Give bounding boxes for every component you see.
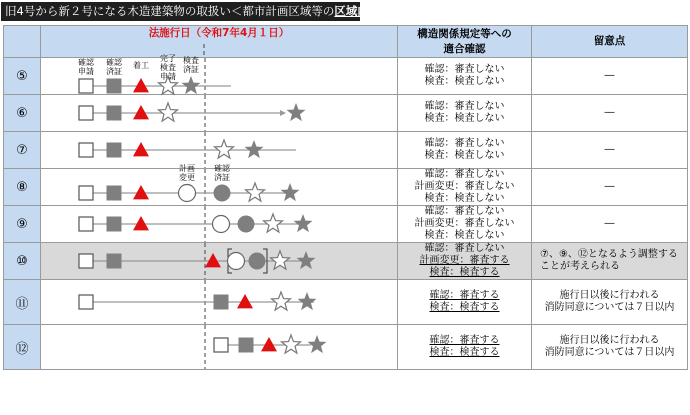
certificate-square-icon — [107, 79, 121, 93]
row-flow — [41, 206, 398, 243]
inspection-request-star-icon — [272, 292, 291, 310]
row-confirm — [398, 206, 532, 243]
header-confirm-text: 構造関係規定等への 適合確認 — [417, 27, 512, 55]
table-row — [4, 280, 688, 325]
inspection-request-star-icon — [159, 103, 178, 121]
confirm-line: 検査：検査する — [429, 267, 500, 278]
row-number: ⑥ — [4, 95, 41, 132]
flow-label — [78, 57, 95, 76]
row-note: 施行日以後に行われる 消防同意については７日以内 — [532, 325, 688, 370]
row-number: ⑨ — [4, 206, 41, 243]
flow-label-line: 完了 — [160, 54, 176, 63]
construction-triangle-icon — [133, 216, 149, 230]
construction-triangle-icon — [237, 294, 253, 308]
row-flow — [41, 164, 398, 206]
inspection-certificate-star-icon — [297, 251, 316, 269]
row-confirm — [398, 169, 532, 206]
row-note: 施行日以後に行われる 消防同意については７日以内 — [532, 280, 688, 325]
inspection-certificate-star-icon — [287, 103, 306, 121]
row-confirm — [398, 132, 532, 169]
row-note: ⑦、⑨、⑫となるよう調整することが考えられる — [532, 243, 688, 280]
confirm-line: 検査：検査しない — [424, 76, 505, 87]
title-prefix: 旧4号から新２号になる木造建築物の取扱い＜都市計画区域等の — [5, 4, 335, 18]
flow-label-line: 確認 — [106, 58, 122, 67]
plan-change-circle-icon — [179, 185, 196, 202]
table-row — [4, 206, 688, 243]
certificate-square-icon — [107, 217, 121, 231]
application-square-icon — [79, 295, 93, 309]
confirm-line: 検査：検査しない — [424, 113, 505, 124]
row-flow — [41, 54, 398, 95]
inspection-request-star-icon — [282, 335, 301, 353]
inspection-certificate-star-icon — [298, 292, 317, 310]
confirm-line: 確認：審査しない — [424, 138, 505, 149]
row-number: ⑩ — [4, 243, 41, 280]
table-row — [4, 58, 688, 95]
application-square-icon — [79, 254, 93, 268]
application-square-icon — [79, 106, 93, 120]
row-note: ― — [532, 58, 688, 95]
row-flow — [41, 325, 398, 370]
confirm-line: 検査：検査しない — [424, 230, 505, 241]
flow-label — [183, 55, 199, 74]
plan-certificate-circle-icon — [214, 185, 231, 202]
confirm-line: 計画変更：審査しない — [414, 181, 515, 192]
construction-triangle-icon — [261, 337, 277, 351]
confirm-line: 検査：検査しない — [424, 150, 505, 161]
header-law-date: 法施行日（令和7年4月１日） — [41, 26, 398, 58]
confirm-line: 確認：審査しない — [424, 101, 505, 112]
confirm-line: 検査：検査する — [429, 347, 500, 358]
flow-diagram — [41, 243, 398, 279]
flow-label — [160, 53, 176, 81]
procedure-table — [3, 25, 688, 370]
arrow-head — [280, 110, 286, 116]
flow-label-line: 検査 — [160, 63, 176, 72]
construction-triangle-icon — [133, 78, 149, 92]
flow-diagram — [41, 95, 398, 131]
flow-label-line: 済証 — [183, 65, 199, 74]
flow-label-line: 検査 — [183, 56, 199, 65]
inspection-certificate-star-icon — [294, 214, 313, 232]
table-row — [4, 95, 688, 132]
row-note: ― — [532, 132, 688, 169]
construction-triangle-icon — [133, 105, 149, 119]
header-confirm — [398, 26, 532, 58]
confirm-line: 確認：審査しない — [424, 169, 505, 180]
table-row — [4, 132, 688, 169]
confirm-line: 検査：検査する — [429, 302, 500, 313]
confirm-line: 検査：検査しない — [424, 193, 505, 204]
row-note: ― — [532, 169, 688, 206]
certificate-square-icon — [239, 338, 253, 352]
flow-diagram — [41, 132, 398, 168]
page-title — [1, 2, 381, 21]
header-num — [4, 26, 41, 58]
construction-triangle-icon — [133, 142, 149, 156]
row-number: ⑫ — [4, 325, 41, 370]
flow-label-line: 計画 — [179, 164, 195, 173]
inspection-certificate-star-icon — [245, 140, 264, 158]
flow-diagram — [41, 164, 398, 205]
flow-label — [214, 163, 231, 182]
flow-label-line: 着工 — [133, 61, 149, 70]
plan-certificate-circle-icon — [249, 253, 266, 270]
certificate-square-icon — [107, 254, 121, 268]
inspection-request-star-icon — [264, 214, 283, 232]
confirm-line: 計画変更：審査しない — [414, 218, 515, 229]
confirm-line: 確認：審査しない — [424, 64, 505, 75]
row-flow — [41, 132, 398, 169]
inspection-certificate-star-icon — [308, 335, 327, 353]
flow-label-line: 確認 — [214, 164, 230, 173]
flow-diagram — [41, 325, 398, 369]
construction-triangle-icon — [205, 253, 221, 267]
header-note: 留意点 — [532, 26, 688, 58]
certificate-square-icon — [214, 295, 228, 309]
header-row — [4, 26, 688, 58]
flow-label-line: 済証 — [106, 67, 122, 76]
row-flow — [41, 95, 398, 132]
plan-change-circle-icon — [213, 216, 230, 233]
row-flow — [41, 280, 398, 325]
row-confirm — [398, 95, 532, 132]
flow-label-line: 申請 — [160, 72, 176, 81]
flow-diagram — [41, 206, 398, 242]
application-square-icon — [79, 143, 93, 157]
certificate-square-icon — [107, 106, 121, 120]
confirm-line: 確認：審査する — [429, 290, 500, 301]
row-number: ⑧ — [4, 169, 41, 206]
flow-label-line: 確認 — [78, 58, 94, 67]
flow-label — [133, 60, 149, 70]
plan-certificate-circle-icon — [238, 216, 255, 233]
application-square-icon — [79, 79, 93, 93]
title-suffix: ＞ — [368, 4, 381, 18]
row-number: ⑪ — [4, 280, 41, 325]
flow-diagram — [41, 280, 398, 324]
row-confirm — [398, 58, 532, 95]
application-square-icon — [79, 186, 93, 200]
table-row — [4, 243, 688, 280]
flow-label-line: 済証 — [214, 173, 230, 182]
inspection-request-star-icon — [215, 140, 234, 158]
row-number: ⑤ — [4, 58, 41, 95]
row-confirm — [398, 243, 532, 280]
flow-diagram — [41, 54, 398, 94]
inspection-request-star-icon — [246, 183, 265, 201]
flow-label-line: 申請 — [78, 67, 94, 76]
table-body — [4, 54, 688, 370]
flow-label — [106, 57, 123, 76]
confirm-line: 確認：審査しない — [424, 206, 505, 217]
flow-label — [179, 163, 195, 182]
inspection-request-star-icon — [271, 251, 290, 269]
row-flow — [41, 243, 398, 280]
inspection-certificate-star-icon — [182, 76, 201, 94]
inspection-certificate-star-icon — [281, 183, 300, 201]
table-row — [4, 169, 688, 206]
row-number: ⑦ — [4, 132, 41, 169]
confirm-line: 確認：審査しない — [424, 243, 505, 254]
row-note: ― — [532, 95, 688, 132]
application-square-icon — [214, 338, 228, 352]
row-confirm — [398, 280, 532, 325]
row-confirm — [398, 325, 532, 370]
certificate-square-icon — [107, 186, 121, 200]
application-square-icon — [79, 217, 93, 231]
table-row — [4, 325, 688, 370]
title-highlight: 区域内 — [334, 4, 369, 18]
flow-label-line: 変更 — [179, 173, 195, 182]
confirm-line: 計画変更：審査する — [419, 255, 510, 266]
plan-change-circle-icon — [228, 253, 245, 270]
construction-triangle-icon — [133, 185, 149, 199]
certificate-square-icon — [107, 143, 121, 157]
confirm-line: 確認：審査する — [429, 335, 500, 346]
row-note: ― — [532, 206, 688, 243]
